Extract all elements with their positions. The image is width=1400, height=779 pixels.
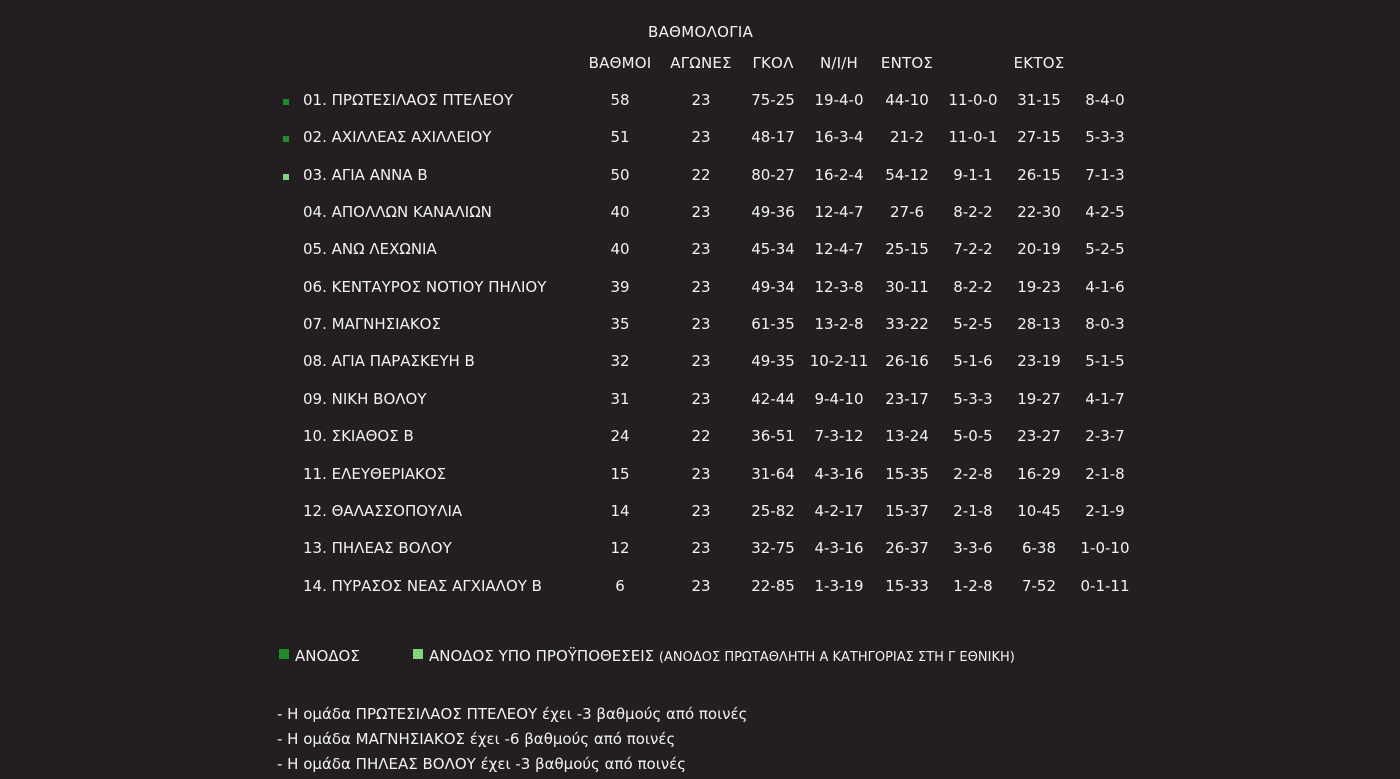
- team-name: 09. ΝΙΚΗ ΒΟΛΟΥ: [303, 389, 427, 408]
- table-row: [0, 195, 1400, 232]
- cell-home-goals: 27-6: [889, 203, 925, 222]
- header-wdl: Ν/Ι/Η: [819, 54, 859, 72]
- cell-away-wdl: 4-2-5: [1085, 203, 1125, 222]
- cell-games: 23: [691, 501, 711, 520]
- cell-away-goals: 19-23: [1017, 277, 1061, 296]
- cell-away-wdl: 2-1-8: [1085, 464, 1125, 483]
- cell-away-wdl: 1-0-10: [1080, 539, 1130, 558]
- header-away: ΕΚΤΟΣ: [1013, 54, 1065, 72]
- legend-conditional-note: (ΑΝΟΔΟΣ ΠΡΩΤΑΘΛΗΤΗ Α ΚΑΤΗΓΟΡΙΑΣ ΣΤΗ Γ ΕΘΝΙΚΗ): [658, 650, 1015, 665]
- team-name: 06. ΚΕΝΤΑΥΡΟΣ ΝΟΤΙΟΥ ΠΗΛΙΟΥ: [303, 277, 547, 296]
- cell-goals: 61-35: [751, 315, 795, 334]
- table-row: [0, 270, 1400, 307]
- cell-home-wdl: 2-2-8: [953, 464, 993, 483]
- cell-goals: 31-64: [751, 464, 795, 483]
- cell-away-wdl: 5-2-5: [1085, 240, 1125, 259]
- cell-goals: 48-17: [751, 128, 795, 147]
- cell-away-wdl: 8-0-3: [1085, 315, 1125, 334]
- cell-wdl: 16-3-4: [814, 128, 864, 147]
- cell-wdl: 16-2-4: [814, 165, 864, 184]
- cell-away-goals: 31-15: [1017, 91, 1061, 109]
- cell-goals: 49-35: [751, 352, 795, 371]
- cell-home-wdl: 8-2-2: [953, 203, 993, 222]
- cell-home-wdl: 11-0-1: [948, 128, 998, 147]
- promotion-marker-icon: [283, 99, 289, 105]
- cell-away-wdl: 5-1-5: [1085, 352, 1125, 371]
- cell-points: 39: [610, 277, 630, 296]
- cell-home-goals: 33-22: [885, 315, 929, 334]
- team-name: 03. ΑΓΙΑ ΑΝΝΑ Β: [303, 165, 428, 184]
- cell-home-wdl: 11-0-0: [948, 91, 998, 109]
- cell-away-wdl: 2-3-7: [1085, 427, 1125, 446]
- team-name: 10. ΣΚΙΑΘΟΣ Β: [303, 427, 414, 446]
- team-name: 04. ΑΠΟΛΛΩΝ ΚΑΝΑΛΙΩΝ: [303, 203, 492, 222]
- cell-wdl: 4-2-17: [814, 501, 864, 520]
- cell-games: 23: [691, 277, 711, 296]
- cell-home-wdl: 5-1-6: [953, 352, 993, 371]
- penalty-note: - Η ομάδα ΜΑΓΝΗΣΙΑΚΟΣ έχει -6 βαθμούς από ποινές: [277, 730, 676, 748]
- team-name: 02. ΑΧΙΛΛΕΑΣ ΑΧΙΛΛΕΙΟΥ: [303, 128, 492, 147]
- table-row: [0, 344, 1400, 381]
- cell-away-goals: 6-38: [1021, 539, 1057, 558]
- cell-points: 31: [610, 389, 630, 408]
- cell-games: 23: [691, 539, 711, 558]
- cell-points: 24: [610, 427, 630, 446]
- cell-wdl: 19-4-0: [814, 91, 864, 109]
- cell-wdl: 1-3-19: [814, 576, 864, 595]
- penalty-note: - Η ομάδα ΠΗΛΕΑΣ ΒΟΛΟΥ έχει -3 βαθμούς από ποινές: [277, 755, 687, 773]
- cell-points: 35: [610, 315, 630, 334]
- table-row: [0, 494, 1400, 531]
- cell-points: 6: [615, 576, 625, 595]
- conditional-promotion-square-icon: [413, 649, 423, 659]
- cell-home-goals: 54-12: [885, 165, 929, 184]
- cell-games: 23: [691, 203, 711, 222]
- standings-title: ΒΑΘΜΟΛΟΓΙΑ: [648, 23, 754, 41]
- team-name: 01. ΠΡΩΤΕΣΙΛΑΟΣ ΠΤΕΛΕΟΥ: [303, 91, 514, 109]
- cell-away-goals: 28-13: [1017, 315, 1061, 334]
- table-row: [0, 569, 1400, 606]
- cell-home-wdl: 5-2-5: [953, 315, 993, 334]
- table-row: [0, 457, 1400, 494]
- team-name: 14. ΠΥΡΑΣΟΣ ΝΕΑΣ ΑΓΧΙΑΛΟΥ Β: [303, 576, 542, 595]
- cell-away-goals: 26-15: [1017, 165, 1061, 184]
- cell-away-wdl: 7-1-3: [1085, 165, 1125, 184]
- cell-home-goals: 15-35: [885, 464, 929, 483]
- cell-games: 22: [691, 165, 711, 184]
- cell-games: 23: [691, 389, 711, 408]
- cell-home-goals: 13-24: [885, 427, 929, 446]
- team-name: 08. ΑΓΙΑ ΠΑΡΑΣΚΕΥΗ Β: [303, 352, 475, 371]
- legend-conditional-label: ΑΝΟΔΟΣ ΥΠΟ ΠΡΟΫΠΟΘΕΣΕΙΣ: [429, 647, 655, 665]
- cell-wdl: 13-2-8: [814, 315, 864, 334]
- cell-home-goals: 30-11: [885, 277, 929, 296]
- promotion-square-icon: [279, 649, 289, 659]
- cell-points: 32: [610, 352, 630, 371]
- cell-wdl: 4-3-16: [814, 539, 864, 558]
- team-name: 13. ΠΗΛΕΑΣ ΒΟΛΟΥ: [303, 539, 452, 558]
- cell-wdl: 9-4-10: [814, 389, 864, 408]
- cell-wdl: 12-4-7: [814, 203, 864, 222]
- cell-goals: 32-75: [751, 539, 795, 558]
- header-home: ΕΝΤΟΣ: [880, 54, 934, 72]
- cell-home-goals: 26-16: [885, 352, 929, 371]
- cell-games: 23: [691, 315, 711, 334]
- cell-away-goals: 7-52: [1021, 576, 1057, 595]
- team-name: 05. ΑΝΩ ΛΕΧΩΝΙΑ: [303, 240, 437, 259]
- cell-away-wdl: 4-1-6: [1085, 277, 1125, 296]
- cell-wdl: 10-2-11: [809, 352, 869, 371]
- cell-points: 12: [610, 539, 630, 558]
- cell-home-goals: 15-33: [885, 576, 929, 595]
- cell-goals: 49-34: [751, 277, 795, 296]
- cell-games: 23: [691, 576, 711, 595]
- cell-points: 15: [610, 464, 630, 483]
- cell-home-wdl: 7-2-2: [953, 240, 993, 259]
- header-games: ΑΓΩΝΕΣ: [670, 54, 732, 72]
- cell-points: 14: [610, 501, 630, 520]
- table-row: [0, 120, 1400, 157]
- cell-goals: 80-27: [751, 165, 795, 184]
- cell-away-goals: 16-29: [1017, 464, 1061, 483]
- cell-games: 23: [691, 464, 711, 483]
- cell-home-wdl: 5-3-3: [953, 389, 993, 408]
- cell-games: 23: [691, 91, 711, 109]
- cell-away-goals: 23-19: [1017, 352, 1061, 371]
- cell-games: 23: [691, 128, 711, 147]
- cell-goals: 75-25: [751, 91, 795, 109]
- cell-wdl: 4-3-16: [814, 464, 864, 483]
- cell-home-goals: 25-15: [885, 240, 929, 259]
- cell-wdl: 7-3-12: [814, 427, 864, 446]
- table-row: [0, 83, 1400, 120]
- cell-home-goals: 15-37: [885, 501, 929, 520]
- cell-away-wdl: 0-1-11: [1080, 576, 1130, 595]
- cell-home-wdl: 5-0-5: [953, 427, 993, 446]
- cell-away-goals: 27-15: [1017, 128, 1061, 147]
- cell-points: 50: [610, 165, 630, 184]
- legend-conditional: [413, 647, 1015, 665]
- penalty-note: - Η ομάδα ΠΡΩΤΕΣΙΛΑΟΣ ΠΤΕΛΕΟΥ έχει -3 βαθμούς από ποινές: [277, 705, 748, 723]
- cell-games: 22: [691, 427, 711, 446]
- cell-home-wdl: 2-1-8: [953, 501, 993, 520]
- table-row: [0, 158, 1400, 195]
- cell-goals: 45-34: [751, 240, 795, 259]
- team-name: 12. ΘΑΛΑΣΣΟΠΟΥΛΙΑ: [303, 501, 463, 520]
- cell-home-goals: 23-17: [885, 389, 929, 408]
- cell-home-wdl: 3-3-6: [953, 539, 993, 558]
- cell-away-goals: 22-30: [1017, 203, 1061, 222]
- table-row: [0, 419, 1400, 456]
- cell-home-goals: 44-10: [885, 91, 929, 109]
- cell-goals: 36-51: [751, 427, 795, 446]
- table-row: [0, 382, 1400, 419]
- cell-home-wdl: 8-2-2: [953, 277, 993, 296]
- cell-points: 51: [610, 128, 630, 147]
- cell-goals: 49-36: [751, 203, 795, 222]
- cell-away-wdl: 5-3-3: [1085, 128, 1125, 147]
- legend-promotion: [279, 647, 360, 665]
- conditional-promotion-marker-icon: [283, 174, 289, 180]
- cell-away-wdl: 8-4-0: [1085, 91, 1125, 109]
- cell-goals: 25-82: [751, 501, 795, 520]
- cell-wdl: 12-3-8: [814, 277, 864, 296]
- cell-games: 23: [691, 352, 711, 371]
- promotion-marker-icon: [283, 136, 289, 142]
- cell-away-goals: 23-27: [1017, 427, 1061, 446]
- cell-away-wdl: 2-1-9: [1085, 501, 1125, 520]
- cell-home-wdl: 1-2-8: [953, 576, 993, 595]
- table-row: [0, 232, 1400, 269]
- cell-home-goals: 21-2: [889, 128, 925, 147]
- cell-away-goals: 20-19: [1017, 240, 1061, 259]
- header-points: ΒΑΘΜΟΙ: [588, 54, 652, 72]
- cell-points: 58: [610, 91, 630, 109]
- cell-away-goals: 10-45: [1017, 501, 1061, 520]
- cell-goals: 42-44: [751, 389, 795, 408]
- table-row: [0, 531, 1400, 568]
- legend-promotion-label: ΑΝΟΔΟΣ: [295, 647, 360, 665]
- cell-home-wdl: 9-1-1: [953, 165, 993, 184]
- cell-goals: 22-85: [751, 576, 795, 595]
- cell-wdl: 12-4-7: [814, 240, 864, 259]
- team-name: 11. ΕΛΕΥΘΕΡΙΑΚΟΣ: [303, 464, 447, 483]
- cell-games: 23: [691, 240, 711, 259]
- cell-away-wdl: 4-1-7: [1085, 389, 1125, 408]
- team-name: 07. ΜΑΓΝΗΣΙΑΚΟΣ: [303, 315, 441, 334]
- cell-home-goals: 26-37: [885, 539, 929, 558]
- cell-points: 40: [610, 240, 630, 259]
- table-row: [0, 307, 1400, 344]
- cell-points: 40: [610, 203, 630, 222]
- cell-away-goals: 19-27: [1017, 389, 1061, 408]
- header-goals: ΓΚΟΛ: [752, 54, 794, 72]
